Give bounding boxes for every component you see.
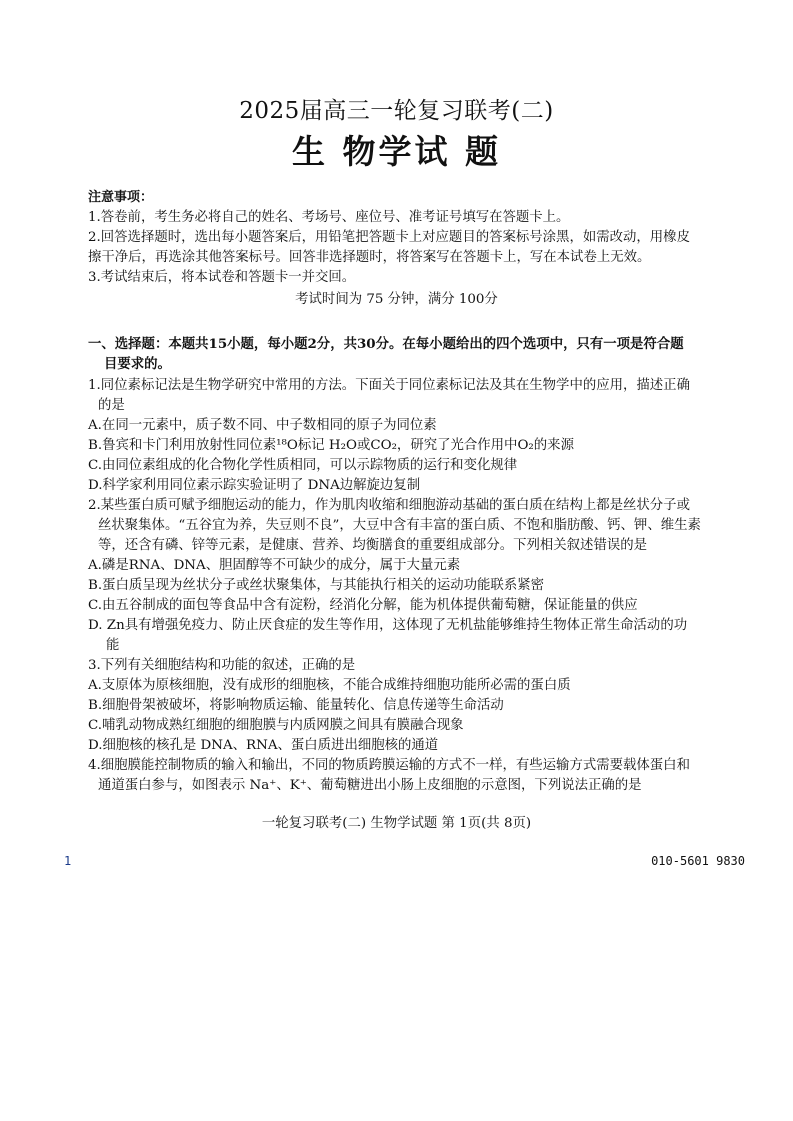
note-item: 3.考试结束后，将本试卷和答题卡一并交回。	[88, 270, 356, 285]
question-stem-line: 丝状聚集体。“五谷宜为养，失豆则不良”，大豆中含有丰富的蛋白质、不饱和脂肪酸、钙、钾、维生素	[98, 518, 701, 533]
answer-option-line: A.磷是RNA、DNA、胆固醇等不可缺少的成分，属于大量元素	[88, 558, 461, 573]
note-item: 擦干净后，再选涂其他答案标号。回答非选择题时，将答案写在答题卡上，写在本试卷上无效。	[88, 250, 651, 265]
answer-option	[88, 476, 738, 496]
answer-option-line: A.在同一元素中，质子数不同、中子数相同的原子为同位素	[88, 418, 437, 433]
note-item: 2.回答选择题时，选出每小题答案后，用铅笔把答题卡上对应题目的答案标号涂黑，如需改动，用橡皮	[88, 230, 690, 245]
question-list	[88, 376, 738, 796]
answer-option-line: D. Zn具有增强免疫力、防止厌食症的发生等作用，这体现了无机盐能够维持生物体正常生命活动的功	[88, 618, 688, 633]
answer-option-line: C.哺乳动物成熟红细胞的细胞膜与内质网膜之间具有膜融合现象	[88, 718, 464, 733]
answer-option	[88, 676, 738, 696]
answer-option-line: C.由五谷制成的面包等食品中含有淀粉，经消化分解，能为机体提供葡萄糖，保证能量的供应	[88, 598, 638, 613]
question-stem-line: 的是	[98, 398, 125, 413]
notes-list	[88, 208, 738, 288]
answer-option-line: B.鲁宾和卡门利用放射性同位素¹⁸O标记 H₂O或CO₂，研究了光合作用中O₂的来源	[88, 438, 574, 453]
exam-time-line: 考试时间为 75 分钟，满分 100分	[295, 292, 498, 307]
question-stem	[88, 756, 738, 796]
section-heading-line: 一、选择题：本题共15小题，每小题2分，共30分。在每小题给出的四个选项中，只有一项是符合题	[88, 336, 684, 352]
notes-heading: 注意事项：	[88, 190, 154, 205]
note-item: 1.答卷前，考生务必将自己的姓名、考场号、座位号、准考证号填写在答题卡上。	[88, 210, 570, 225]
answer-option	[88, 736, 738, 756]
answer-option	[88, 696, 738, 716]
section-heading	[88, 334, 738, 374]
question-stem-line: 通道蛋白参与，如图表示 Na⁺、K⁺、葡萄糖进出小肠上皮细胞的示意图，下列说法正确的是	[98, 778, 642, 793]
answer-option-line: D.细胞核的核孔是 DNA、RNA、蛋白质进出细胞核的通道	[88, 738, 439, 753]
answer-option	[88, 436, 738, 456]
question-stem-line: 1.同位素标记法是生物学研究中常用的方法。下面关于同位素标记法及其在生物学中的应用，描述正确	[88, 378, 690, 393]
page-footer: 一轮复习联考(二) 生物学试题 第 1页(共 8页)	[261, 816, 532, 831]
answer-option	[88, 716, 738, 736]
answer-option	[88, 456, 738, 476]
question-stem	[88, 376, 738, 416]
answer-option	[88, 596, 738, 616]
section-heading-line: 目要求的。	[104, 356, 171, 372]
page-number-left: 1	[64, 854, 72, 868]
answer-option-line: A.支原体为原核细胞，没有成形的细胞核，不能合成维持细胞功能所必需的蛋白质	[88, 678, 571, 693]
answer-option-line: B.蛋白质呈现为丝状分子或丝状聚集体，与其能执行相关的运动功能联系紧密	[88, 578, 544, 593]
answer-option-line: B.细胞骨架被破坏，将影响物质运输、能量转化、信息传递等生命活动	[88, 698, 504, 713]
answer-option	[88, 416, 738, 436]
question-stem	[88, 656, 738, 676]
question-stem-line: 等，还含有磷、锌等元素，是健康、营养、均衡膳食的重要组成部分。下列相关叙述错误的是	[98, 538, 648, 553]
answer-option-line: 能	[106, 638, 120, 653]
subject-title: 生 物学试 题	[292, 132, 501, 171]
answer-option	[88, 556, 738, 576]
question-stem-line: 4.细胞膜能控制物质的输入和输出，不同的物质跨膜运输的方式不一样，有些运输方式需要载体蛋白和	[88, 758, 690, 773]
answer-option-line: D.科学家利用同位素示踪实验证明了 DNA边解旋边复制	[88, 478, 421, 493]
page-number-right: 010-5601 9830	[651, 854, 745, 868]
answer-option	[88, 576, 738, 596]
exam-title: 2025届高三一轮复习联考(二)	[239, 98, 554, 124]
question-stem-line: 2.某些蛋白质可赋予细胞运动的能力，作为肌肉收缩和细胞游动基础的蛋白质在结构上都是丝状分子或	[88, 498, 690, 513]
answer-option-line: C.由同位素组成的化合物化学性质相同，可以示踪物质的运行和变化规律	[88, 458, 518, 473]
answer-option	[88, 616, 738, 656]
question-stem-line: 3.下列有关细胞结构和功能的叙述，正确的是	[88, 658, 356, 673]
question-stem	[88, 496, 738, 556]
